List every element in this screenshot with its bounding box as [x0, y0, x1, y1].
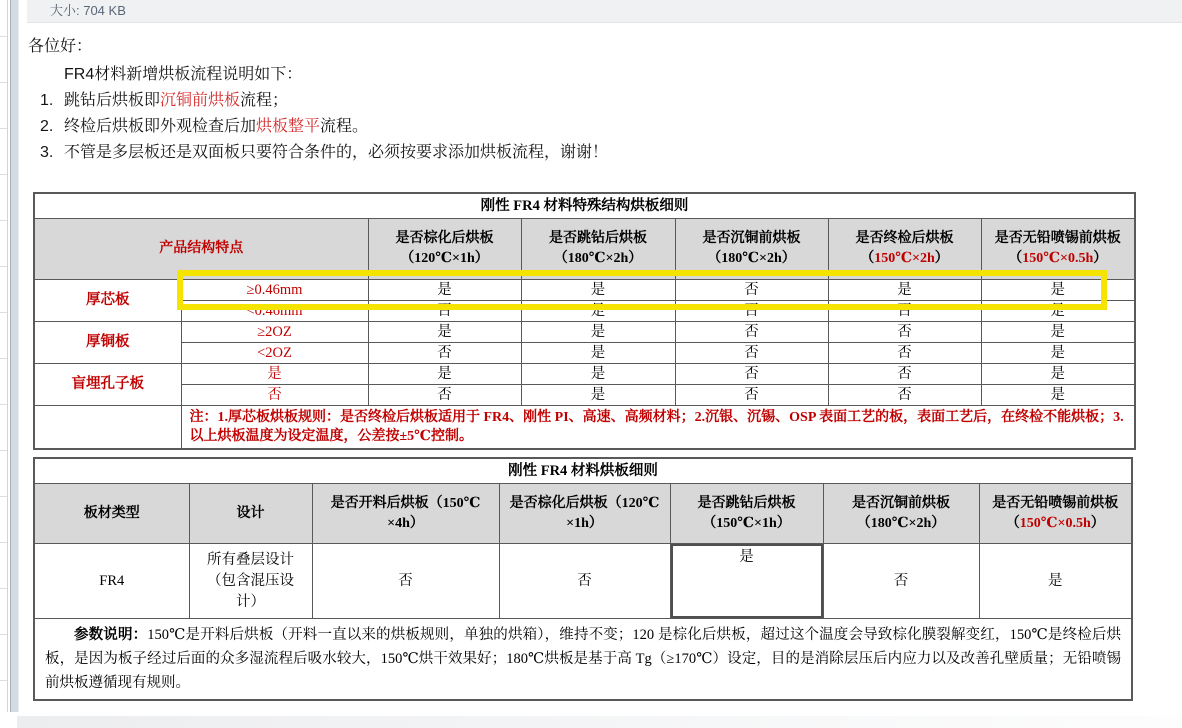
spec-cell: <0.46mm	[181, 301, 368, 322]
value-cell: 是	[521, 280, 675, 301]
table-row	[34, 619, 1132, 701]
column-header-brown-oxide-bake: 是否棕化后烘板（120℃ ×1h）	[499, 484, 670, 544]
value-cell: 否	[675, 343, 828, 364]
item-number: 1.	[40, 92, 54, 109]
attachment-size-label: 大小: 704 KB	[50, 3, 126, 18]
table-row	[34, 343, 1135, 364]
selected-value-cell: 是	[670, 544, 823, 619]
group-label-blind-buried-via: 盲埋孔子板	[34, 364, 181, 406]
column-header-material-type: 板材类型	[34, 484, 189, 544]
value-cell: 是	[521, 364, 675, 385]
group-label-thick-core: 厚芯板	[34, 280, 181, 322]
value-cell: 否	[368, 343, 521, 364]
numbered-item-3	[40, 139, 608, 162]
value-cell: 是	[979, 544, 1132, 619]
parameter-note-label: 参数说明：	[74, 627, 148, 643]
general-bake-table	[33, 457, 1133, 701]
attachment-info-bar	[27, 0, 1182, 23]
value-cell: 是	[981, 385, 1135, 406]
value-cell: 否	[368, 301, 521, 322]
column-header-skip-drill-bake: 是否跳钻后烘板 （150℃×1h）	[670, 484, 823, 544]
value-cell: 是	[981, 364, 1135, 385]
spec-cell: <2OZ	[181, 343, 368, 364]
value-cell: 否	[675, 385, 828, 406]
column-header-skip-drill-bake: 是否跳钻后烘板 （180℃×2h）	[521, 219, 675, 280]
spec-cell: 是	[181, 364, 368, 385]
table-title: 刚性 FR4 材料烘板细则	[34, 458, 1132, 484]
column-header-pre-hasl-bake: 是否无铅喷锡前烘板 （150℃×0.5h）	[979, 484, 1132, 544]
value-cell: 否	[823, 544, 979, 619]
group-label-thick-copper: 厚铜板	[34, 322, 181, 364]
panel-splitter[interactable]	[10, 0, 19, 712]
design-cell: 所有叠层设计（包含混压设计）	[189, 544, 312, 619]
value-cell: 是	[981, 280, 1135, 301]
column-header-post-cut-bake: 是否开料后烘板（150℃ ×4h）	[312, 484, 499, 544]
item-text: 流程。	[320, 118, 369, 135]
item-text: 终检后烘板即外观检查后加	[64, 118, 257, 135]
empty-cell	[34, 406, 181, 450]
value-cell: 否	[675, 322, 828, 343]
table-row	[34, 364, 1135, 385]
highlight-red-text: 沉铜前烘板	[160, 92, 241, 109]
column-header-brown-oxide-bake: 是否棕化后烘板 （120℃×1h）	[368, 219, 521, 280]
value-cell: 否	[828, 364, 981, 385]
table-row	[34, 322, 1135, 343]
value-cell: 是	[368, 280, 521, 301]
value-cell: 否	[828, 322, 981, 343]
parameter-note-cell	[34, 619, 1132, 701]
value-cell: 是	[368, 322, 521, 343]
value-cell: 否	[499, 544, 670, 619]
item-text: 跳钻后烘板即	[64, 92, 161, 109]
intro-subtitle: FR4材料新增烘板流程说明如下：	[64, 66, 303, 83]
value-cell: 是	[521, 385, 675, 406]
value-cell: 否	[675, 364, 828, 385]
special-structure-bake-table	[33, 192, 1136, 450]
item-text: 流程；	[240, 92, 289, 109]
value-cell: 否	[312, 544, 499, 619]
horizontal-scrollbar-track[interactable]	[17, 716, 1182, 728]
greeting-text: 各位好：	[28, 38, 93, 55]
value-cell: 否	[828, 385, 981, 406]
value-cell: 否	[675, 280, 828, 301]
item-number: 2.	[40, 118, 54, 135]
value-cell: 是	[981, 343, 1135, 364]
value-cell: 否	[368, 385, 521, 406]
spec-cell: ≥0.46mm	[181, 280, 368, 301]
table-row	[34, 385, 1135, 406]
column-header-final-inspection-bake: 是否终检后烘板 （150℃×2h）	[828, 219, 981, 280]
spec-cell: ≥2OZ	[181, 322, 368, 343]
table-row	[34, 280, 1135, 301]
column-header-pre-copper-bake: 是否沉铜前烘板 （180℃×2h）	[823, 484, 979, 544]
value-cell: 是	[521, 343, 675, 364]
column-header-pre-copper-bake: 是否沉铜前烘板 （180℃×2h）	[675, 219, 828, 280]
value-cell: 是	[828, 280, 981, 301]
value-cell: 否	[828, 343, 981, 364]
material-type-cell: FR4	[34, 544, 189, 619]
column-header-design: 设计	[189, 484, 312, 544]
table-row	[34, 301, 1135, 322]
value-cell: 是	[521, 301, 675, 322]
item-text: 不管是多层板还是双面板只要符合条件的，必须按要求添加烘板流程，谢谢！	[64, 144, 609, 161]
value-cell: 是	[368, 364, 521, 385]
value-cell: 是	[521, 322, 675, 343]
note-cell: 注：1.厚芯板烘板规则：是否终检后烘板适用于 FR4、刚性 PI、高速、高频材料；2.沉银、沉锡、OSP 表面工艺的板，表面工艺后，在终检不能烘板；3. 以上烘板温度为设定温度，公差按±5℃控制。	[181, 406, 1135, 450]
value-cell: 否	[828, 301, 981, 322]
parameter-note-body: 150℃是开料后烘板（开料一直以来的烘板规则，单独的烘箱），维持不变；120 是棕化后烘板，超过这个温度会导致棕化膜裂解变红，150℃是终检后烘板，是因为板子经过后面的众多湿流程后吸水较大，150℃烘干效果好；180℃烘板是基于高 Tg（≥170℃）设定，目的是消除层压后内应力以及改善孔壁质量；无铅喷锡前烘板遵循现有规则。	[45, 627, 1122, 691]
column-header-pre-hasl-bake: 是否无铅喷锡前烘板 （150℃×0.5h）	[981, 219, 1135, 280]
message-list-edge-strip	[0, 0, 8, 712]
table-row	[34, 406, 1135, 450]
value-cell: 是	[981, 322, 1135, 343]
corner-header-product-structure: 产品结构特点	[34, 219, 368, 280]
numbered-item-2	[40, 113, 368, 136]
spec-cell: 否	[181, 385, 368, 406]
numbered-item-1	[40, 87, 288, 110]
value-cell: 否	[675, 301, 828, 322]
table-title: 刚性 FR4 材料特殊结构烘板细则	[34, 193, 1135, 219]
value-cell: 是	[981, 301, 1135, 322]
highlight-red-text: 烘板整平	[256, 118, 321, 135]
table-row	[34, 544, 1132, 619]
item-number: 3.	[40, 144, 54, 161]
